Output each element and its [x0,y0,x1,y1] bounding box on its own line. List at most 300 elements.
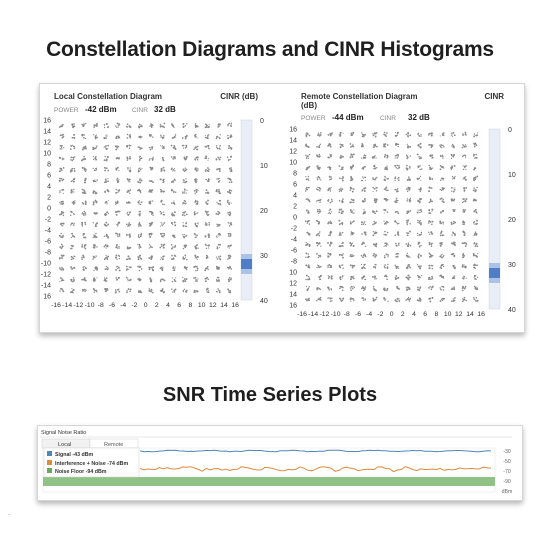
local-power-value: -42 dBm [85,105,117,114]
constellation-point [339,275,344,280]
constellation-point [316,231,321,236]
constellation-point [395,253,399,258]
constellation-point [473,175,478,181]
constellation-point [374,198,378,203]
constellation-point [372,221,377,225]
constellation-point [419,187,422,192]
constellation-point [183,178,188,183]
remote-y-tick: 6 [293,181,297,189]
constellation-point [126,266,132,271]
constellation-point [59,167,65,172]
constellation-point [82,266,87,271]
constellation-point [327,187,331,192]
remote-histogram-tick: 0 [508,127,512,134]
constellation-point [183,222,188,227]
constellation-point [462,230,465,236]
constellation-point [417,264,422,269]
remote-histogram-tick: 40 [508,307,516,314]
constellation-point [93,277,98,281]
constellation-point [363,209,366,214]
constellation-point [115,277,119,281]
constellation-point [138,146,143,150]
local-title: Local Constellation Diagram [54,92,163,101]
constellation-point [59,233,64,238]
constellation-point [160,135,164,140]
constellation-point [394,298,400,302]
constellation-point [115,145,119,150]
constellation-point [406,286,411,291]
local-cinr-label: CINR [132,107,148,114]
constellation-point [104,288,108,292]
constellation-point [171,168,176,172]
constellation-point [149,123,153,128]
constellation-point [451,132,456,137]
constellation-point [372,177,377,181]
constellation-point [84,178,87,184]
remote-y-tick: 10 [289,159,297,167]
constellation-point [395,132,399,137]
snr-y-tick: -50 [503,459,511,465]
constellation-point [195,123,199,128]
local-y-tick: 2 [47,194,51,202]
constellation-point [338,220,343,226]
constellation-point [71,178,76,183]
constellation-point [317,209,321,214]
constellation-point [116,178,119,183]
tab-remote[interactable] [90,439,138,448]
local-constellation-section [41,92,268,309]
constellation-point [59,124,64,128]
remote-cinr-histogram [489,127,516,314]
constellation-point [138,211,141,217]
constellation-point [59,157,65,161]
constellation-point [205,145,210,149]
constellation-point [340,155,344,159]
constellation-point [127,246,132,249]
remote-x-tick: -4 [366,311,373,318]
remote-x-tick: 8 [434,311,439,318]
constellation-point [82,189,87,194]
constellation-point [126,288,131,293]
constellation-point [70,211,75,216]
local-constellation-plot [59,122,233,293]
remote-x-tick: -16 [297,311,307,318]
constellation-point [316,144,321,149]
constellation-point [216,244,220,250]
constellation-point [182,234,187,239]
local-histogram-tick: 20 [260,208,268,215]
constellation-point [82,289,87,293]
constellation-point [137,244,141,249]
constellation-point [116,221,120,226]
constellation-point [70,168,76,173]
remote-y-tick: 4 [293,192,297,200]
constellation-point [137,255,142,260]
constellation-point [216,211,221,215]
local-x-tick: -4 [120,302,127,309]
constellation-point [327,143,331,148]
constellation-point [395,211,399,214]
constellation-point [372,276,377,280]
remote-x-tick: 14 [466,311,474,318]
constellation-point [462,209,466,213]
constellation-point [161,167,166,172]
constellation-point [429,242,433,247]
constellation-point [339,297,344,302]
constellation-point [172,266,175,271]
remote-x-tick: -10 [330,311,341,318]
constellation-point [148,288,153,293]
constellation-point [81,134,86,139]
local-x-tick: -8 [97,302,104,309]
constellation-point [439,221,444,225]
constellation-point [305,253,310,259]
constellation-point [193,146,198,151]
constellation-point [316,287,321,290]
constellation-point [451,187,456,193]
constellation-point [383,287,388,291]
constellation-point [216,233,221,238]
legend-interference: Interference + Noise -74 dBm [55,461,129,467]
constellation-point [428,220,433,225]
constellation-point [462,264,467,268]
remote-x-tick: -12 [319,311,330,318]
constellation-point [439,242,443,247]
constellation-point [317,132,322,137]
constellation-point [462,220,465,225]
constellation-point [171,244,176,249]
constellation-point [126,123,131,128]
local-histogram-tick: 30 [260,253,268,260]
constellation-point [440,132,445,136]
constellation-point [60,223,65,227]
constellation-point [428,144,433,148]
remote-y-tick: 2 [293,203,297,211]
local-y-tick: 0 [47,205,51,213]
remote-title: Remote Constellation Diagram [301,92,418,101]
constellation-point [171,255,176,260]
constellation-point [473,132,478,137]
constellation-point [160,279,166,283]
constellation-point [115,266,121,272]
local-y-tick: -2 [44,216,51,224]
remote-histogram-tick: 30 [508,262,516,269]
constellation-point [227,288,231,293]
constellation-point [383,297,388,302]
constellation-point [350,297,355,301]
constellation-point [394,231,399,236]
constellation-point [440,298,445,302]
constellation-point [316,165,321,170]
constellation-point [215,189,220,194]
constellation-point [127,167,131,172]
constellation-point [104,211,109,216]
constellation-point [59,244,63,249]
constellation-point [182,145,187,149]
constellation-point [417,165,422,170]
constellation-point [81,123,86,127]
constellation-point [193,290,198,293]
constellation-point [160,222,165,227]
remote-y-tick: 16 [289,302,297,310]
constellation-point [428,198,433,203]
constellation-point [305,242,311,247]
constellation-point [194,233,198,238]
local-y-tick: -6 [44,238,51,246]
constellation-point [115,201,119,205]
constellation-point [194,156,199,160]
constellation-point [451,232,456,237]
constellation-point [182,200,186,205]
constellation-point [305,187,310,192]
constellation-point [172,277,177,282]
constellation-point [94,212,98,215]
constellation-point [127,178,131,183]
constellation-point [361,242,366,247]
local-x-tick: -16 [51,302,61,309]
snr-title: Signal Noise Ratio [41,430,87,436]
constellation-point [339,132,344,137]
constellation-point [216,156,222,160]
remote-x-tick: 6 [423,311,428,318]
constellation-point [70,288,75,293]
constellation-point [439,286,444,291]
constellation-point [227,178,232,183]
constellation-point [316,253,321,258]
constellation-point [194,200,198,205]
constellation-point [194,211,199,216]
constellation-point [115,122,120,127]
constellation-point [327,154,332,158]
constellation-point [451,241,456,246]
local-x-tick: 14 [220,302,228,309]
constellation-point [182,277,187,283]
constellation-point [407,144,411,149]
local-y-tick: -8 [44,249,51,257]
constellation-point [149,180,154,183]
constellation-point [462,276,467,280]
tab-local[interactable] [42,439,90,448]
constellation-point [395,154,400,159]
remote-y-tick: 14 [289,137,297,145]
constellation-point [82,211,87,216]
constellation-point [395,243,399,247]
constellation-point [205,167,210,172]
constellation-point [394,220,399,224]
constellation-point [373,253,378,258]
constellation-point [406,231,411,237]
remote-histogram-peak [489,268,500,278]
constellation-point [194,167,198,171]
remote-y-tick: 16 [289,126,297,134]
constellation-point [474,275,479,280]
constellation-point [462,198,467,203]
constellation-point [452,176,456,180]
constellation-point [182,255,187,261]
constellation-point [439,275,444,279]
constellation-point [339,264,344,269]
local-y-tick: 16 [43,117,51,125]
constellation-point [405,275,410,281]
constellation-point [473,167,476,170]
constellation-point [384,264,389,269]
remote-y-tick: 0 [293,214,297,222]
constellation-point [350,264,355,268]
remote-y-tick: -2 [290,225,297,233]
constellation-point [316,199,321,203]
constellation-point [372,210,378,214]
constellation-point [316,187,321,192]
constellation-point [227,189,232,194]
remote-title-suffix: (dB) [301,101,317,110]
remote-x-tick: 4 [412,311,416,318]
local-x-tick: -2 [131,302,138,309]
constellation-point [59,201,64,206]
constellation-point [137,178,142,183]
local-histogram-tick: 10 [260,163,268,170]
constellation-point [206,288,210,294]
local-histogram-tick: 0 [260,118,264,125]
constellation-point [93,266,98,271]
tab-remote-label: Remote [104,442,124,448]
constellation-point [473,232,477,236]
constellation-point [316,176,321,181]
constellation-point [316,297,321,302]
remote-x-tick: 0 [389,311,394,318]
snr-y-tick: dBm [501,489,513,495]
constellation-point [206,178,210,182]
remote-y-tick: -4 [290,236,297,244]
constellation-point [93,288,98,293]
constellation-point [227,123,232,127]
constellation-point [417,275,422,280]
constellation-point [395,275,400,280]
constellation-point [104,156,109,161]
constellation-point [104,189,109,193]
constellation-point [116,157,120,159]
local-x-tick: 16 [231,302,239,309]
constellation-point [406,219,411,225]
local-y-tick: 14 [43,128,51,136]
constellation-point [440,165,445,170]
constellation-point [115,255,120,261]
constellation-point [137,266,142,272]
constellation-point [138,233,142,239]
constellation-point [70,156,75,161]
constellation-point [350,254,355,257]
constellation-point [227,266,232,270]
legend-noise-floor: Noise Floor -94 dBm [55,469,107,475]
constellation-point [126,255,131,260]
local-x-tick: 8 [188,302,193,309]
local-y-tick: -4 [44,227,51,235]
constellation-point [327,297,332,302]
constellation-point [148,255,153,260]
constellation-point [149,167,153,171]
constellation-point [82,145,87,150]
constellation-point [71,233,75,238]
constellation-point [394,198,398,204]
constellation-point [149,134,154,138]
constellation-point [395,143,399,147]
constellation-point [204,277,209,282]
constellation-point [462,297,467,302]
local-y-tick: 16 [43,293,51,301]
remote-power-label: POWER [301,115,326,122]
constellation-point [428,297,433,302]
constellation-point [229,167,233,172]
constellation-point [126,145,131,150]
constellation-point [171,145,177,150]
constellation-point [428,231,433,235]
legend-swatch-interference [47,460,52,465]
constellation-point [395,265,400,270]
constellation-point [228,233,232,237]
constellation-point [205,199,209,204]
constellation-point [384,154,389,159]
constellation-point [384,176,389,181]
constellation-point [473,154,478,159]
constellation-point [104,145,109,150]
constellation-point [160,267,164,272]
constellation-point [439,197,444,203]
constellation-point [59,267,64,271]
constellation-point [70,145,75,150]
constellation-point [373,243,377,248]
constellation-point [384,198,389,201]
constellation-point [462,242,467,247]
constellation-point [115,167,119,171]
constellation-point [228,145,232,150]
constellation-point [339,253,344,258]
snr-y-tick: -30 [503,449,511,455]
constellation-point [462,132,467,137]
constellation-point [451,253,456,257]
constellation-point [92,255,97,259]
local-y-tick: -12 [40,271,51,279]
constellation-point [205,222,211,226]
constellation-point [216,288,221,293]
constellation-point [171,189,177,193]
constellation-point [439,264,444,269]
constellation-point [60,134,65,139]
constellation-point [350,143,355,148]
constellation-point [383,231,388,236]
constellation-point [81,255,85,261]
legend-signal: Signal -43 dBm [55,452,94,458]
constellation-point [126,211,130,216]
constellation-point [204,266,209,271]
constellation-point [428,132,433,136]
constellation-point [194,189,199,194]
local-x-tick: 12 [209,302,217,309]
constellation-point [349,199,355,204]
constellation-point [193,266,198,272]
constellation-point [105,266,109,270]
constellation-point [407,176,411,181]
constellation-point [227,134,232,139]
constellation-point [138,167,143,172]
constellation-point [182,123,187,128]
constellation-point [440,155,444,159]
constellation-point [216,200,221,206]
constellation-point [228,277,232,282]
constellation-point [104,123,109,128]
constellation-point [350,164,354,169]
constellation-point [428,265,433,270]
constellation-point [373,165,377,170]
constellation-point [138,222,142,227]
